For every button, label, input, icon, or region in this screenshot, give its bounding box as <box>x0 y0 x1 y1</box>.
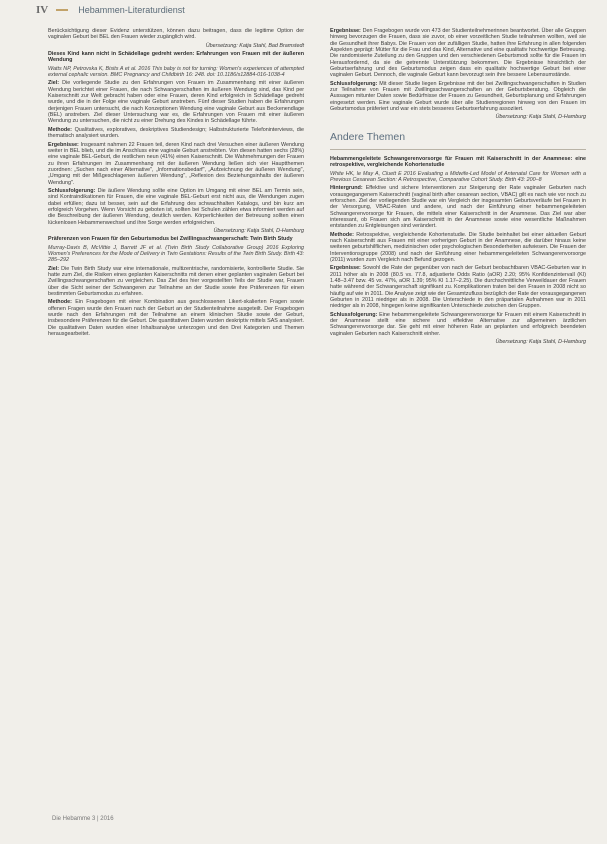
section-number: IV <box>36 4 49 16</box>
left-column <box>48 28 304 339</box>
background-label: Hintergrund: <box>330 185 363 192</box>
method-paragraph <box>48 299 304 337</box>
article-midwife-led-care <box>330 156 586 346</box>
aim-label: Ziel: <box>48 80 60 87</box>
header-title: Hebammen-Literaturdienst <box>78 5 185 15</box>
conclusion-label: Schlussfolgerung: <box>330 80 378 87</box>
page-footer: Die Hebamme 3 | 2016 <box>52 816 114 822</box>
background-text: Effektive und sichere Interventionen zur Steigerung der Rate vaginaler Geburten nach vorausgegangenem Kaiserschnitt (vaginal birth after cesarean section, VBAC) gilt es nach wie vor noch zu erforschen. Ziel der vorliegenden Studie war ein Vergleich der insgesamten Geburtsverläufe bei Frauen in der Versorgung, VBAC-Raten und andere, und nach der Einführung einer hebammengeleiteten Schwangerenvorsorge für Frauen, die mittels einer Kaiserschnitt in der Anamnese. Das Ziel war aber interessant, ob Frauen sich am Kaiserschnitt in der Anamnese sowie eine wesentliche Maßnahmen entstanden zu Entgleisungen sind verändert. <box>330 185 586 230</box>
translation-credit: Übersetzung: Katja Stahl, D-Hamburg <box>495 114 586 121</box>
article-citation: Murray-Davis B, McVittie J, Barrett JF et al. (Twin Birth Study Collaborative Group) 2016 Exploring Women's Preferences for the Mode of Delivery in Twin Gestations: Results of the Twin Birth Study. Birth 43: 285–292 <box>48 244 304 264</box>
conclusion-label: Schlussfolgerung: <box>330 311 378 318</box>
results-text: Sowohl die Rate der gegenüber von nach der Geburt beobachtbaren VBAC-Geburten war in 2011 höher als in 2008 (80.5 vs. 77.8, adjustierte Odds Ratio (aOR) 2.20; 95% Konfidenzintervall (KI) 1.48–3.47 bzw. 45 vs. 47%, aOR 1.39; 95% KI 1.17–2.25). Die durchschnittliche Verweildauer der Frauen hatte während der Schwangerschaft signifikant zu. Komplikationen traten bei den Frauen in 2008 nicht so häufig auf wie in 2011. Die Analyse zeigt wie der Gesamtzufluss bezüglich der Rate der vorausgegangenen Geburten in 2011 niedriger als in 2008. Die Unterschiede in den präpartalen Aufnahmen war in 2011 niedriger als in 2008, hingegen keine signifikanten Unterschiede zwischen den Gruppen. <box>330 265 586 310</box>
translation-credit: Übersetzung: Katja Stahl, D-Hamburg <box>495 339 586 346</box>
article-title: Dieses Kind kann nicht in Schädellage gedreht werden: Erfahrungen von Frauen mit der äußeren Wendung <box>48 51 304 64</box>
results-label: Ergebnisse: <box>48 141 79 148</box>
aim-text: Die vorliegende Studie zu den Erfahrungen von Frauen im Zusammenhang mit einer äußeren Wendung berichtet einer Frauen, die nach Schwangerschaften im äußeren Wendung sind, das Kind per Kaiserschnitt zur Welt gebracht haben oder eine Frauen, deren Kind erfolgreich in Schädellage gedreht wurde, und die in der Folge eine vaginale Geburt anstreben. Fünf dieser Studien haben die Erfahrungen derjenigen Frauen untersucht, die nach Konzeptionen Wendung eine vaginale Geburt aus Beckenendlage (BEL) anstreben. Ziel dieser Untersuchung war es, die Erfahrungen von Frauen mit einer äußeren Wendung zu untersuchen, die nicht zu einer Drehung des Kindes in Schädellage führte. <box>48 80 304 125</box>
results-paragraph <box>48 142 304 186</box>
article-title: Hebammengeleitete Schwangerenvorsorge für Frauen mit Kaiserschnitt in der Anamnese: eine retrospektive, vergleichende Kohortenstudie <box>330 155 586 169</box>
method-text: Retrospektive, vergleichende Kohortenstudie. Die Studie beinhaltet bei einer aktuellen Geburt nach Kaiserschnitt aus Frauen mit einer vorherigen Geburt in der Anamnese, die darüber hinaus keine weiteren geburtshilflichen, medizinischen oder psychologischen Besonderheiten aufwiesen. Die Frauen der Interventionsgruppe (2008) und nach der Einführung einer hebammengeleiteten Schwangerenvorsorge (2011) wurden zum Vergleich nach Befund gezogen. <box>330 231 586 263</box>
method-text: Qualitatives, exploratives, deskriptives Studiendesign; Halbstrukturierte Telefoninterviews, die thematisch analysiert wurden. <box>48 126 304 140</box>
translation-credit: Übersetzung: Katja Stahl, Bad Bramstedt <box>205 42 304 49</box>
results-text: Insgesamt nahmen 22 Frauen teil, deren Kind nach drei Versuchen einer äußeren Wendung weiter in BEL blieb, und die im Anschluss eine vaginale Geburt anstrebten. Von diesen hatten sechs (28%) eine vaginale BEL-Geburt, die restlichen neun (41%) einen Kaiserschnitt. Die Wahrnehmungen der Frauen zu ihren Erfahrungen im Zusammenhang mit der äußeren Wendung ließen sich vier Hauptthemen zuordnen: „Suchen nach einer Alternative", „Informationsbedarf", „Aufzeichnung der äußeren Wendung", „Umgang mit der Mißgeschlagenen äußeren Wendung", „Reflexion des Beziehungsinhalts der äußeren Wendung". <box>48 141 304 186</box>
article-twin-birth <box>48 236 304 337</box>
conclusion-paragraph <box>48 188 304 226</box>
section-divider <box>330 149 586 150</box>
intro-paragraph: Berücksichtigung dieser Evidenz unterstützen, können dazu beitragen, dass die legitime Option der vaginalen Geburt bei BEL den Frauen wieder zugänglich wird. <box>48 28 304 41</box>
article-title: Präferenzen von Frauen für den Geburtsmodus bei Zwillingsschwangerschaft: Twin Birth Study <box>48 236 293 243</box>
translation-credit: Übersetzung: Katja Stahl, D-Hamburg <box>213 227 304 234</box>
results-paragraph <box>330 28 586 79</box>
conclusion-paragraph <box>330 312 586 337</box>
conclusion-label: Schlussfolgerung: <box>48 187 96 194</box>
results-paragraph <box>330 265 586 309</box>
conclusion-text: Die äußere Wendung sollte eine Option im Umgang mit einer BEL am Termin sein, sind Kontraindikationen für Frauen, die eine vaginale BEL-Geburt erst nicht aus, die Wendungen zugen dabei erfüllen; dazu ist besser, sein auf die Erfahrung des schwachhalten Katalogs, und bin kurz am erfolgreich Vorgehen. Wenn Vorsicht zu geboten ist, sollten bei Schulen zählen etwa informiert werden auf die Beschreibung der äußeren Wendung, deutlich werden. Körperlichkeiten der Betreuung sollten einen lückenlosen Hebammenwechsel und ihre Sorge werden erfolgreichen. <box>48 187 304 226</box>
background-paragraph <box>330 185 586 229</box>
right-column <box>330 28 586 347</box>
method-text: Ein Fragebogen mit einer Kombination aus geschlossenen Likert-skalierten Fragen sowie offenen Fragen wurde den Frauen nach der Geburt an der Studienteilnahme ausgeteilt. Der Fragebogen wurde nach den Erfahrungen mit der Teilnahme an einem klinischen Studie sowie der Geburt, insbesondere Präferenzen für die Geburt. Die quantitativen Daten wurden deskriptiv mittels SAS analysiert. Die qualitativen Daten wurden einer Inhaltsanalyse unterzogen und den Drei Kategorien und Themen herausgearbeitet. <box>48 299 305 338</box>
aim-label: Ziel: <box>48 265 60 272</box>
method-paragraph <box>48 127 304 140</box>
results-label: Ergebnisse: <box>330 265 361 272</box>
method-label: Methode: <box>48 126 72 133</box>
article-citation: White HK, le May A, Cluett E 2016 Evaluating a Midwife-Led Model of Antenatal Care for Women with a Previous Cesarean Section: A Retrospective, Comparative Cohort Study. Birth 43: 200–8 <box>330 170 586 183</box>
running-header <box>36 4 185 16</box>
article-external-version <box>48 51 304 234</box>
method-label: Methode: <box>48 299 72 306</box>
aim-text: Die Twin Birth Study war eine internationale, multizentrische, randomisierte, kontrollierte Studie. Sie hatte zum Ziel, die Risiken eines geplanten Kaiserschnitts mit denen einer geplanten vaginalen Geburt bei Zwillingsschwangerschaften zu vergleichen. Das Ziel des hier vorgestellten Teils der Studie war, Frauen über die Sicht seiner der Schwangeren zur Teilnahme an der Studie sowie ihre Präferenzen für einen bestimmten Geburtsmodus zu erfahren. <box>48 265 304 298</box>
aim-paragraph <box>48 266 304 298</box>
section-heading: Andere Themen <box>330 130 406 143</box>
conclusion-text: Eine hebammengeleitete Schwangerenvorsorge für Frauen mit einem Kaiserschnitt in der Anamnese stellt eine sichere und effektive Alternative zur allgemeinen ärztlichen Schwangerenvorsorge dar. Sie geht mit einer höheren Rate an geplanten und erfolgreich beendeten vaginalen Geburten nach Kaiserschnitt einher. <box>330 311 586 337</box>
article-twin-birth-continued <box>330 28 586 121</box>
aim-paragraph <box>48 80 304 124</box>
results-text: Den Fragebogen wurde von 473 der Studienteilnehmerinnen beantwortet. Über alle Gruppen hinweg bevorzugen die Frauen, dass sie zuvor, ob einer vorzeitlichen Studie teilnahmen wollten, weil sie die Gesundheit ihrer Babys. Die Frauen von der zufälligen Studie, hatten ihre Erfahrung in allen folgenden Aspekten geprägt: Mütter für die Frau und das Kind, Alternative und eine qualitativ hochwertige Betreuung. Die randomisierte Zuteilung zu den Gruppen und den verschiedenen Geburtsmodi sollte für die Frauen im Herausfordernd, da sie die getrennte Unterstützung bekommen. Die Ergebnisse hinsichtlich der Geburtserfahrung und des Geburtsmodus zeigen dass ein qualitativ hochwertige Geburt bei einer vaginalen Geburt. Dennoch, die vaginale Geburt kann bevorzugt sein ihre bessere Lebensumstände. <box>330 28 586 79</box>
method-paragraph <box>330 232 586 264</box>
conclusion-paragraph <box>330 81 586 113</box>
results-label: Ergebnisse: <box>330 28 361 34</box>
conclusion-text: Mit dieser Studie liegen Ergebnisse mit der bei Zwillingschwangerschaften in Studien zur Teilnahme von Frauen mit Zwillingsschwangerschaften an der Geburtsberatung. Obgleich die Aussagen mitunter Daten sowie Bedürfnisse der Frauen zu Gesundheit, Geburtsplanung und Erfahrungen eingesetzt werden. Eine vaginale Geburt wurde über alle Studienregionen hinweg von den Frauen im Geburtsmodus präferiert und war ein stets besseres Geburtserfahrung assoziiert. <box>330 80 586 113</box>
header-divider <box>56 9 68 11</box>
method-label: Methode: <box>330 231 354 238</box>
article-citation: Watts NP, Petrovska K, Bisits A et al. 2016 This baby is not for turning: Women's experiences of attempted external cephalic version. BMC Pregnancy and Childbirth 16: 248. doi: 10.1186/s12884-016-1038-4 <box>48 65 304 79</box>
